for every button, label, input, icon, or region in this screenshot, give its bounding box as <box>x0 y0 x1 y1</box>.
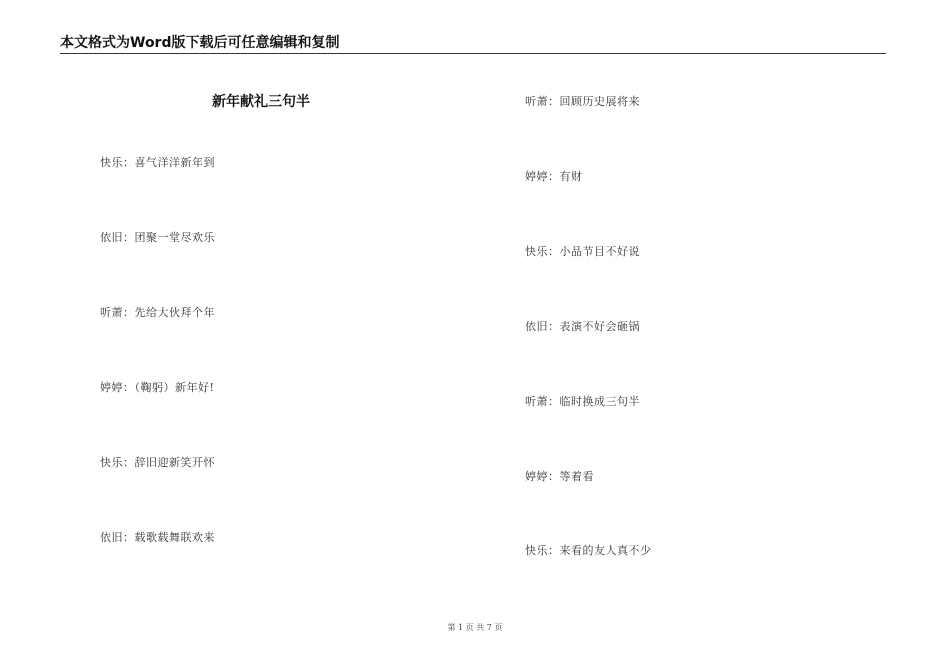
text-line: 快乐：辞旧迎新笑开怀 <box>100 456 215 469</box>
text-line: 依旧：载歌载舞联欢来 <box>100 531 215 544</box>
text-line: 快乐：小品节目不好说 <box>525 245 640 258</box>
text-line: 听萧：先给大伙拜个年 <box>100 306 215 319</box>
text-line: 听萧：回顾历史展将来 <box>525 95 640 108</box>
text-line: 听萧：临时换成三句半 <box>525 395 640 408</box>
text-line: 依旧：团聚一堂尽欢乐 <box>100 231 215 244</box>
text-line: 婷婷：等着看 <box>525 470 594 483</box>
text-line: 依旧：表演不好会砸锅 <box>525 320 640 333</box>
page-footer: 第 1 页 共 7 页 <box>447 623 503 632</box>
text-line: 婷婷：有财 <box>525 170 583 183</box>
header-text: 本文格式为Word版下载后可任意编辑和复制 <box>60 35 340 51</box>
document-title: 新年献礼三句半 <box>212 94 310 110</box>
text-line: 快乐：喜气洋洋新年到 <box>100 156 215 169</box>
page-header <box>60 34 886 54</box>
text-line: 婷婷：（鞠躬）新年好! <box>100 381 215 394</box>
text-line: 快乐：来看的友人真不少 <box>525 544 652 557</box>
